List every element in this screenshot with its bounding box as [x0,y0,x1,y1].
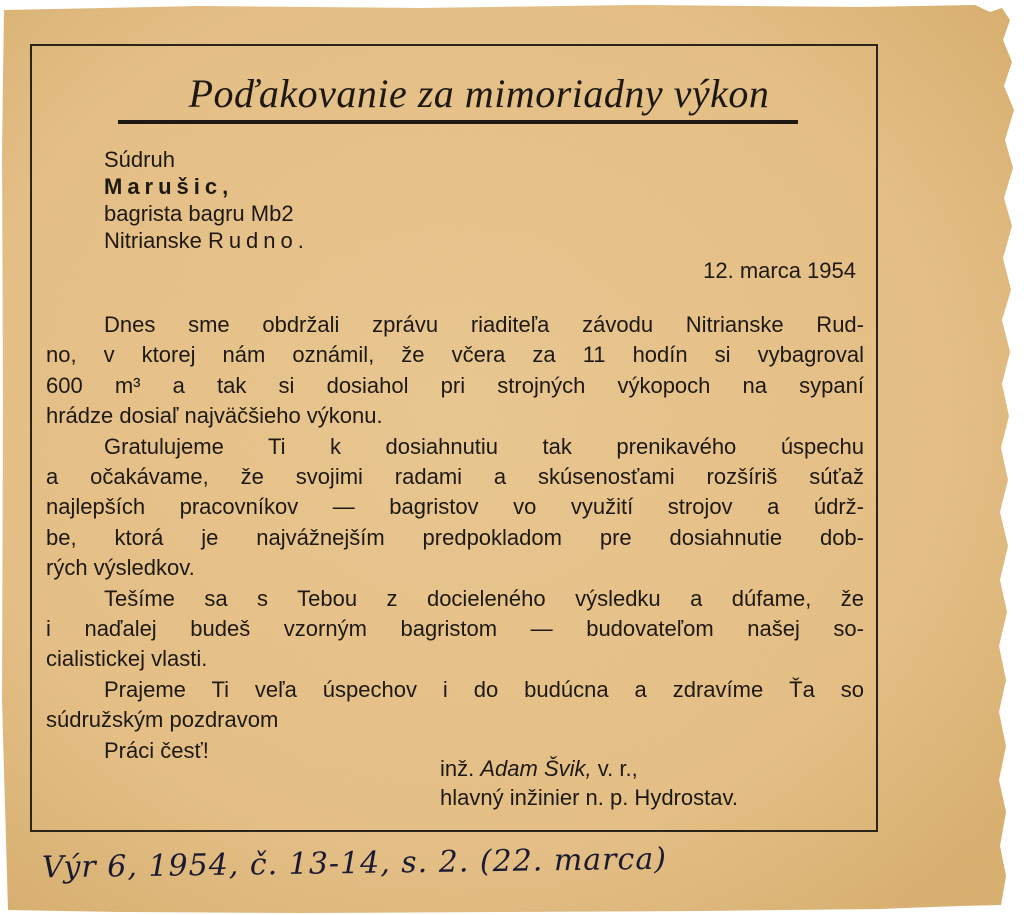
paragraph-line: no, v ktorej nám oznámil, že včera za 11 hodín si vybagroval [46,342,864,368]
headline-underline [118,120,798,124]
signature-position: hlavný inžinier n. p. Hydrostav. [440,785,738,810]
paragraph-2 [46,432,864,584]
paragraph-line: i naďalej budeš vzorným bagristom — budovateľom našej so- [46,616,864,642]
address-place [104,227,309,254]
paragraph-line: Tešíme sa s Tebou z docieleného výsledku a dúfame, že [104,585,864,611]
paragraph-line: hrádze dosiaľ najväčšieho výkonu. [46,403,383,429]
address-name: Marušic, [104,174,234,199]
signature-suffix: v. r., [597,756,638,781]
handwritten-citation: Výr 6, 1954, č. 13-14, s. 2. (22. marca) [41,841,668,886]
paragraph-line: najlepších pracovníkov — bagristov vo využití strojov a údrž- [46,494,864,520]
paragraph-line: súdružským pozdravom [46,707,279,733]
letter-body [46,310,864,766]
paragraph-line: Dnes sme obdržali zprávu riaditeľa závodu Nitrianske Rud- [104,312,864,337]
address-role: bagrista bagru Mb2 [104,201,294,226]
paragraph-line: rých výsledkov. [46,555,195,581]
signature-block [440,754,738,812]
paragraph-1 [46,310,864,432]
signature-name: Adam Švik, [480,756,592,781]
paragraph-line: Prajeme Ti veľa úspechov i do budúcna a zdravíme Ťa so [104,676,864,702]
address-place-spaced: Rudno. [207,228,309,253]
address-place-prefix: Nitrianske [104,228,202,253]
paragraph-line: Práci česť! [104,737,209,763]
paragraph-line: cialistickej vlasti. [46,646,208,672]
address-salutation: Súdruh [104,147,175,172]
article-frame [30,44,878,832]
paragraph-line: Gratulujeme Ti k dosiahnutiu tak prenikavého úspechu [104,433,864,459]
address-block [104,146,309,254]
paragraph-line: a očakávame, že svojimi radami a skúsenosťami rozšíriš súťaž [46,464,864,490]
paragraph-line: be, ktorá je najvážnejším predpokladom pre dosiahnutie dob- [46,524,864,550]
paragraph-3 [46,584,864,675]
signature-title: inž. [440,756,475,781]
article-headline: Poďakovanie za mimoriadny výkon [188,71,770,116]
paragraph-line: 600 m³ a tak si dosiahol pri strojných výkopoch na sypaní [46,372,864,398]
signature-line [440,754,738,783]
letter-date: 12. marca 1954 [703,258,856,283]
paragraph-4 [46,675,864,736]
